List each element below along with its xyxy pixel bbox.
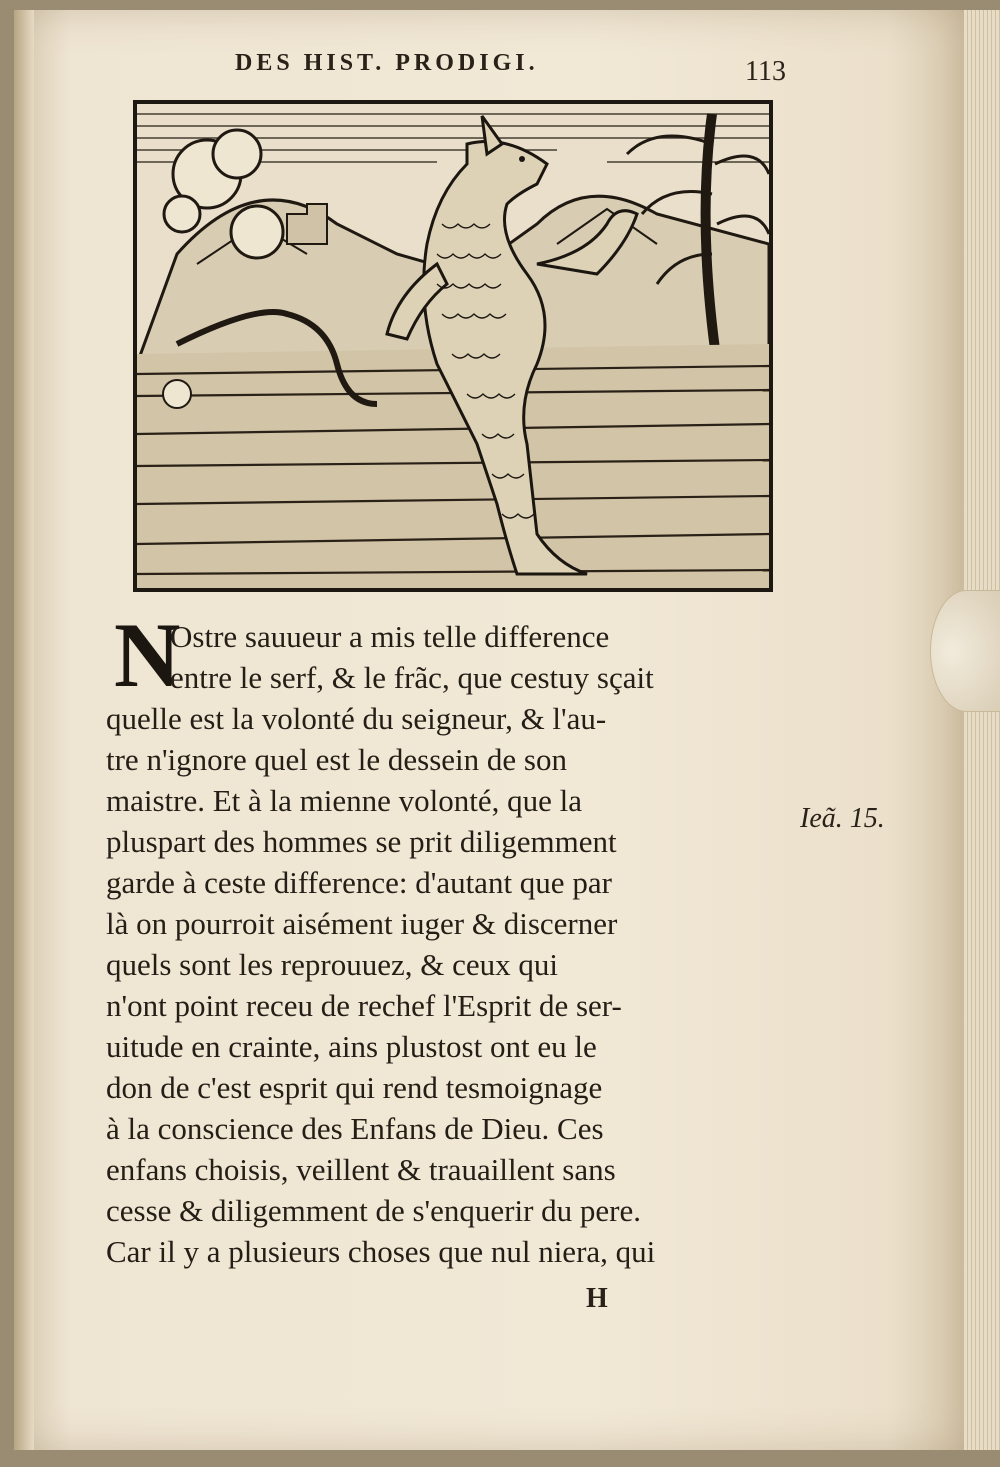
woodcut-illustration: [133, 100, 773, 592]
text-line: garde à ceste difference: d'autant que par: [106, 865, 612, 900]
text-line: uitude en crainte, ains plustost ont eu le: [106, 1029, 597, 1064]
text-line: Ostre sauueur a mis telle difference: [170, 619, 610, 654]
body-text: [106, 604, 796, 1272]
text-line: là on pourroit aisément iuger & discerner: [106, 906, 618, 941]
page-number: 113: [745, 56, 786, 87]
text-line: à la conscience des Enfans de Dieu. Ces: [106, 1111, 604, 1146]
text-line: quels sont les reprouuez, & ceux qui: [106, 947, 558, 982]
text-line: Car il y a plusieurs choses que nul niera, qui: [106, 1234, 656, 1269]
signature-mark: H: [586, 1283, 608, 1314]
text-line: n'ont point receu de rechef l'Esprit de ser-: [106, 988, 622, 1023]
text-line: quelle est la volonté du seigneur, & l'au-: [106, 701, 607, 736]
margin-note: Ieã. 15.: [800, 803, 885, 834]
text-line: tre n'ignore quel est le dessein de son: [106, 742, 567, 777]
woodcut-drawing: [137, 104, 769, 588]
text-line: enfans choisis, veillent & trauaillent sans: [106, 1152, 616, 1187]
book-clasp: [930, 590, 1000, 712]
running-title: DES HIST. PRODIGI.: [235, 50, 539, 76]
page-edges: [964, 10, 1000, 1450]
page-gutter: [14, 10, 34, 1450]
drop-cap: N: [114, 604, 181, 706]
text-line: pluspart des hommes se prit diligemment: [106, 824, 617, 859]
text-line: cesse & diligemment de s'enquerir du pere.: [106, 1193, 641, 1228]
text-line: maistre. Et à la mienne volonté, que la: [106, 783, 583, 818]
text-line: don de c'est esprit qui rend tesmoignage: [106, 1070, 603, 1105]
text-line: entre le serf, & le frãc, que cestuy sçait: [170, 660, 654, 695]
